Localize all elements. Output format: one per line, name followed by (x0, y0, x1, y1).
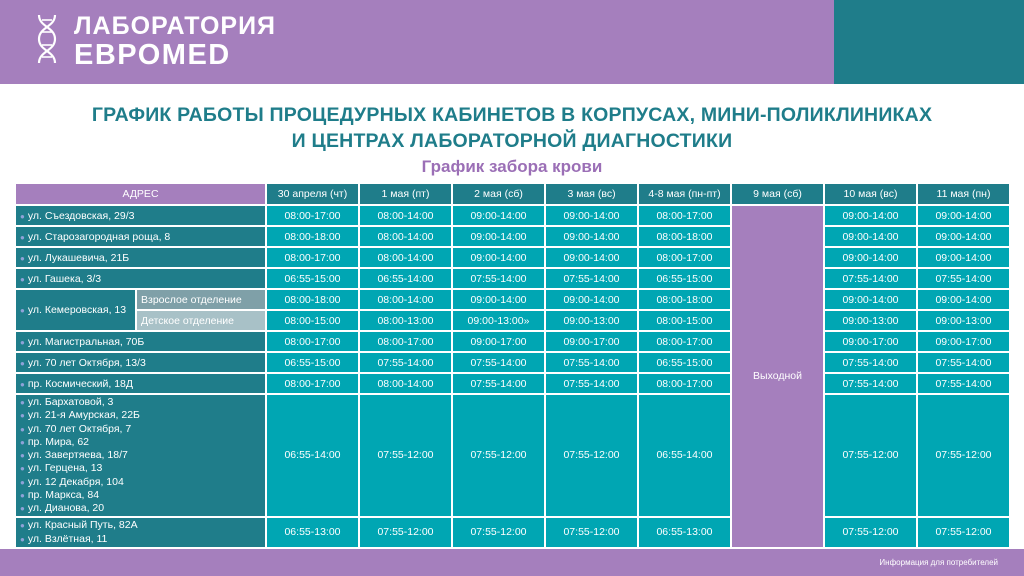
time-cell: 08:00-17:00 (638, 205, 731, 226)
time-cell: 06:55-15:00 (638, 268, 731, 289)
closed-day-cell: Выходной (731, 205, 824, 548)
time-cell: 08:00-18:00 (638, 289, 731, 310)
time-cell: 07:55-12:00 (359, 517, 452, 548)
time-cell: 09:00-14:00 (452, 289, 545, 310)
department-cell: Детское отделение (136, 310, 266, 331)
footer-bar (0, 549, 1024, 576)
time-cell: 09:00-14:00 (452, 205, 545, 226)
table-row (15, 205, 1010, 226)
time-cell: 08:00-14:00 (359, 373, 452, 394)
time-cell: 07:55-14:00 (452, 268, 545, 289)
header-date: 4-8 мая (пн-пт) (638, 183, 731, 205)
time-cell: 08:00-14:00 (359, 247, 452, 268)
time-cell: 09:00-13:00 (545, 310, 638, 331)
table-row (15, 352, 1010, 373)
bullet-icon: ● (20, 337, 25, 347)
bullet-icon: ● (20, 211, 25, 221)
time-cell: 07:55-14:00 (917, 373, 1010, 394)
time-cell: 08:00-18:00 (266, 289, 359, 310)
title-line-1: ГРАФИК РАБОТЫ ПРОЦЕДУРНЫХ КАБИНЕТОВ В КОРПУСАХ, МИНИ-ПОЛИКЛИНИКАХ (91, 104, 933, 126)
table-row (15, 268, 1010, 289)
time-cell: 08:00-17:00 (266, 331, 359, 352)
address-line: ● пр. Мира, 62 (20, 435, 90, 448)
time-cell: 09:00-17:00 (824, 331, 917, 352)
time-cell: 09:00-17:00 (545, 331, 638, 352)
address-cell: ● ул. Старозагородная роща, 8 (15, 226, 266, 247)
table-row (15, 373, 1010, 394)
time-cell: 09:00-14:00 (824, 226, 917, 247)
time-cell: 06:55-15:00 (266, 352, 359, 373)
time-cell: 09:00-13:00» (452, 310, 545, 331)
table-row (15, 247, 1010, 268)
time-cell: 06:55-13:00 (638, 517, 731, 548)
time-cell: 08:00-17:00 (638, 373, 731, 394)
address-cell: ● ул. Кемеровская, 13 (15, 289, 136, 331)
footer-text: Информация для потребителей (879, 558, 998, 567)
time-cell: 07:55-12:00 (545, 394, 638, 517)
address-line: ● ул. 21-я Амурская, 22Б (20, 409, 140, 422)
address-line: ● ул. Бархатовой, 3 (20, 396, 114, 408)
bullet-icon: ● (20, 379, 25, 389)
logo-line-2: ЕВРОMED (74, 39, 231, 71)
time-cell: 07:55-12:00 (545, 517, 638, 548)
bullet-icon: ● (20, 534, 25, 544)
time-cell: 07:55-14:00 (452, 373, 545, 394)
address-group-cell (15, 517, 266, 548)
time-cell: 08:00-15:00 (638, 310, 731, 331)
department-cell: Взрослое отделение (136, 289, 266, 310)
page-title (0, 102, 1024, 154)
time-cell: 08:00-15:00 (266, 310, 359, 331)
address-cell: ● ул. Лукашевича, 21Б (15, 247, 266, 268)
header-date: 9 мая (сб) (731, 183, 824, 205)
bullet-icon: ● (20, 437, 25, 447)
time-cell: 09:00-14:00 (545, 205, 638, 226)
time-cell: 09:00-14:00 (824, 289, 917, 310)
table-row (15, 226, 1010, 247)
time-cell: 07:55-12:00 (917, 394, 1010, 517)
table-row (15, 331, 1010, 352)
header-date: 30 апреля (чт) (266, 183, 359, 205)
time-cell: 07:55-12:00 (452, 517, 545, 548)
time-cell: 07:55-14:00 (545, 373, 638, 394)
time-cell: 09:00-14:00 (545, 289, 638, 310)
time-cell: 08:00-17:00 (359, 331, 452, 352)
time-cell: 09:00-13:00 (824, 310, 917, 331)
header-address: АДРЕС (15, 183, 266, 205)
time-cell: 07:55-12:00 (452, 394, 545, 517)
time-cell: 08:00-14:00 (359, 226, 452, 247)
time-cell: 09:00-14:00 (917, 226, 1010, 247)
bullet-icon: ● (20, 274, 25, 284)
address-cell: ● ул. Съездовская, 29/3 (15, 205, 266, 226)
bullet-icon: ● (20, 232, 25, 242)
time-cell: 07:55-14:00 (545, 268, 638, 289)
address-cell: ● ул. Магистральная, 70Б (15, 331, 266, 352)
address-line: ● ул. 12 Декабря, 104 (20, 475, 124, 488)
address-line: ● ул. Красный Путь, 82А (20, 519, 138, 532)
time-cell: 06:55-14:00 (638, 394, 731, 517)
time-cell: 09:00-13:00 (917, 310, 1010, 331)
time-cell: 08:00-13:00 (359, 310, 452, 331)
time-cell: 09:00-14:00 (917, 247, 1010, 268)
bullet-icon: ● (20, 451, 25, 461)
address-cell: ● ул. 70 лет Октября, 13/3 (15, 352, 266, 373)
time-cell: 07:55-12:00 (359, 394, 452, 517)
address-line: ● пр. Маркса, 84 (20, 489, 100, 502)
time-cell: 07:55-14:00 (824, 373, 917, 394)
time-cell: 07:55-14:00 (545, 352, 638, 373)
bullet-icon: ● (20, 521, 25, 531)
time-cell: 09:00-14:00 (452, 226, 545, 247)
address-cell: ● ул. Гашека, 3/3 (15, 268, 266, 289)
bullet-icon: ● (20, 464, 25, 474)
time-cell: 09:00-14:00 (545, 226, 638, 247)
bullet-icon: ● (20, 398, 25, 407)
header-date: 11 мая (пн) (917, 183, 1010, 205)
bullet-icon: ● (20, 358, 25, 368)
time-cell: 07:55-14:00 (359, 352, 452, 373)
address-line: ● ул. Дианова, 20 (20, 502, 105, 515)
header-date: 3 мая (вс) (545, 183, 638, 205)
dna-icon (34, 13, 60, 69)
header-bar (0, 0, 1024, 84)
header-accent-block (834, 0, 1024, 84)
address-line: ● ул. Завертяева, 18/7 (20, 449, 128, 462)
table-row (15, 310, 1010, 331)
time-cell: 07:55-14:00 (917, 268, 1010, 289)
time-cell: 09:00-14:00 (452, 247, 545, 268)
bullet-icon: ● (20, 253, 25, 263)
time-cell: 06:55-13:00 (266, 517, 359, 548)
time-cell: 07:55-14:00 (917, 352, 1010, 373)
time-cell: 08:00-17:00 (638, 331, 731, 352)
time-cell: 07:55-14:00 (824, 268, 917, 289)
page-subtitle: График забора крови (421, 157, 603, 176)
time-cell: 08:00-18:00 (638, 226, 731, 247)
time-cell: 09:00-17:00 (917, 331, 1010, 352)
time-cell: 08:00-14:00 (359, 205, 452, 226)
time-cell: 08:00-17:00 (638, 247, 731, 268)
header-date: 10 мая (вс) (824, 183, 917, 205)
time-cell: 08:00-17:00 (266, 247, 359, 268)
time-cell: 07:55-12:00 (824, 394, 917, 517)
time-cell: 09:00-14:00 (824, 205, 917, 226)
time-cell: 06:55-15:00 (266, 268, 359, 289)
time-cell: 09:00-14:00 (545, 247, 638, 268)
time-cell: 06:55-14:00 (266, 394, 359, 517)
table-row (15, 517, 1010, 548)
bullet-icon: ● (20, 504, 25, 514)
address-line: ● ул. 70 лет Октября, 7 (20, 422, 132, 435)
address-group-cell (15, 394, 266, 517)
bullet-icon: ● (20, 424, 25, 434)
time-cell: 07:55-12:00 (917, 517, 1010, 548)
time-cell: 07:55-14:00 (452, 352, 545, 373)
table-header-row (15, 183, 1010, 205)
logo-line-1: ЛАБОРАТОРИЯ (74, 12, 277, 40)
time-cell: 06:55-15:00 (638, 352, 731, 373)
bullet-icon: ● (20, 306, 25, 315)
time-cell: 07:55-12:00 (824, 517, 917, 548)
bullet-icon: ● (20, 411, 25, 421)
table-row (15, 289, 1010, 310)
time-cell: 09:00-14:00 (917, 289, 1010, 310)
logo[interactable] (34, 12, 276, 70)
time-cell: 09:00-14:00 (917, 205, 1010, 226)
header-date: 2 мая (сб) (452, 183, 545, 205)
time-cell: 08:00-17:00 (266, 373, 359, 394)
header-date: 1 мая (пт) (359, 183, 452, 205)
bullet-icon: ● (20, 477, 25, 487)
address-cell: ● пр. Космический, 18Д (15, 373, 266, 394)
time-cell: 09:00-14:00 (824, 247, 917, 268)
time-cell: 08:00-14:00 (359, 289, 452, 310)
address-line: ● ул. Взлётная, 11 (20, 532, 108, 545)
time-cell: 07:55-14:00 (824, 352, 917, 373)
table-row (15, 394, 1010, 517)
title-line-2: И ЦЕНТРАХ ЛАБОРАТОРНОЙ ДИАГНОСТИКИ (291, 130, 733, 152)
bullet-icon: ● (20, 491, 25, 501)
time-cell: 08:00-17:00 (266, 205, 359, 226)
time-cell: 08:00-18:00 (266, 226, 359, 247)
time-cell: 06:55-14:00 (359, 268, 452, 289)
address-line: ● ул. Герцена, 13 (20, 462, 103, 475)
schedule-table (14, 182, 1011, 549)
time-cell: 09:00-17:00 (452, 331, 545, 352)
